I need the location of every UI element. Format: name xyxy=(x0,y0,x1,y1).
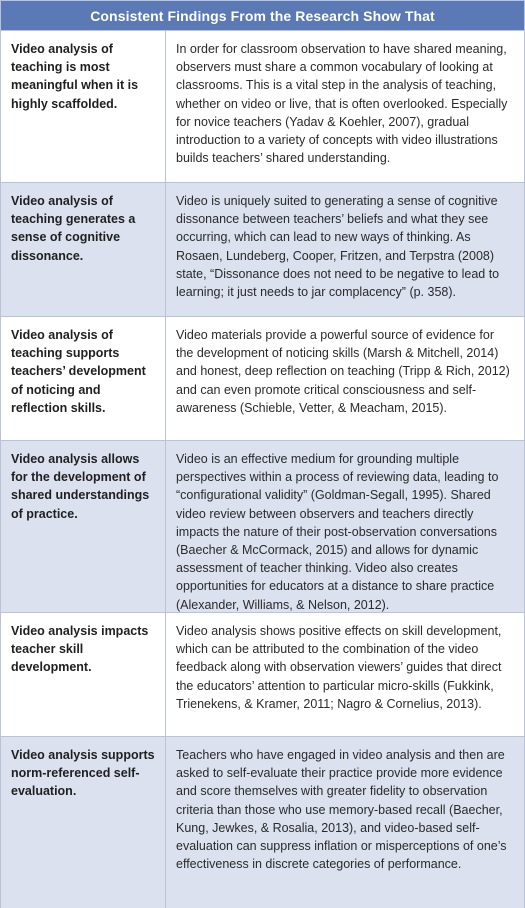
finding-cell: Video analysis of teaching is most meaningful when it is highly scaffolded. xyxy=(1,31,166,182)
table-body xyxy=(1,30,524,908)
table-row xyxy=(1,316,524,440)
evidence-cell: Video materials provide a powerful source of evidence for the development of noticing skills (Marsh & Mitchell, 2014) and honest, deep reflection on teaching (Tripp & Rich, 2012) and can even promote critical consciousness and self-awareness (Schieble, Vetter, & Meacham, 2015). xyxy=(176,328,510,415)
evidence-cell: Teachers who have engaged in video analysis and then are asked to self-evaluate their practice provide more evidence and score themselves with greater fidelity to observation criteria than those who use memory-based recall (Baecher, Kung, Jewkes, & Rosalia, 2013), and video-based self-evaluation can suppress inflation or misperceptions of one’s effectiveness in discrete categories of performance. xyxy=(176,748,507,872)
finding-cell: Video analysis impacts teacher skill development. xyxy=(1,613,166,736)
finding-cell: Video analysis supports norm-referenced self-evaluation. xyxy=(1,737,166,908)
table-row xyxy=(1,440,524,612)
evidence-cell: Video analysis shows positive effects on skill development, which can be attributed to the combination of the video feedback along with observation viewers’ guides that direct the educators’ attention to particular micro-skills (Fukkink, Trienekens, & Kramer, 2011; Nagro & Cornelius, 2013). xyxy=(176,624,502,711)
finding-cell: Video analysis of teaching generates a sense of cognitive dissonance. xyxy=(1,183,166,316)
table-row xyxy=(1,736,524,908)
finding-cell: Video analysis allows for the development of shared understandings of practice. xyxy=(1,441,166,612)
table-title: Consistent Findings From the Research Show That xyxy=(1,1,524,30)
table-row xyxy=(1,182,524,316)
finding-cell: Video analysis of teaching supports teachers’ development of noticing and reflection skills. xyxy=(1,317,166,440)
evidence-cell: Video is an effective medium for grounding multiple perspectives within a process of reviewing data, leading to “configurational validity” (Goldman-Segall, 1995). Shared video review between observers and teachers directly impacts the nature of their post-observation conversations (Baecher & McCormack, 2015) and allows for dynamic assessment of teacher thinking. Video also creates opportunities for educators at a distance to share practice (Alexander, Williams, & Nelson, 2012). xyxy=(176,452,499,612)
evidence-cell: In order for classroom observation to have shared meaning, observers must share a common vocabulary of looking at classrooms. This is a vital step in the analysis of teaching, whether on video or live, that is often overlooked. Especially for novice teachers (Yadav & Koehler, 2007), gradual introduction to a variety of concepts with video illustrations builds teachers’ shared understanding. xyxy=(176,42,508,166)
table-row xyxy=(1,30,524,182)
table-row xyxy=(1,612,524,736)
evidence-cell: Video is uniquely suited to generating a sense of cognitive dissonance between teachers’ beliefs and what they see occurring, which can lead to new ways of thinking. As Rosaen, Lundeberg, Cooper, Fritzen, and Terpstra (2008) state, “Dissonance does not need to be negative to lead to learning; it just needs to jar complacency” (p. 358). xyxy=(176,194,500,300)
